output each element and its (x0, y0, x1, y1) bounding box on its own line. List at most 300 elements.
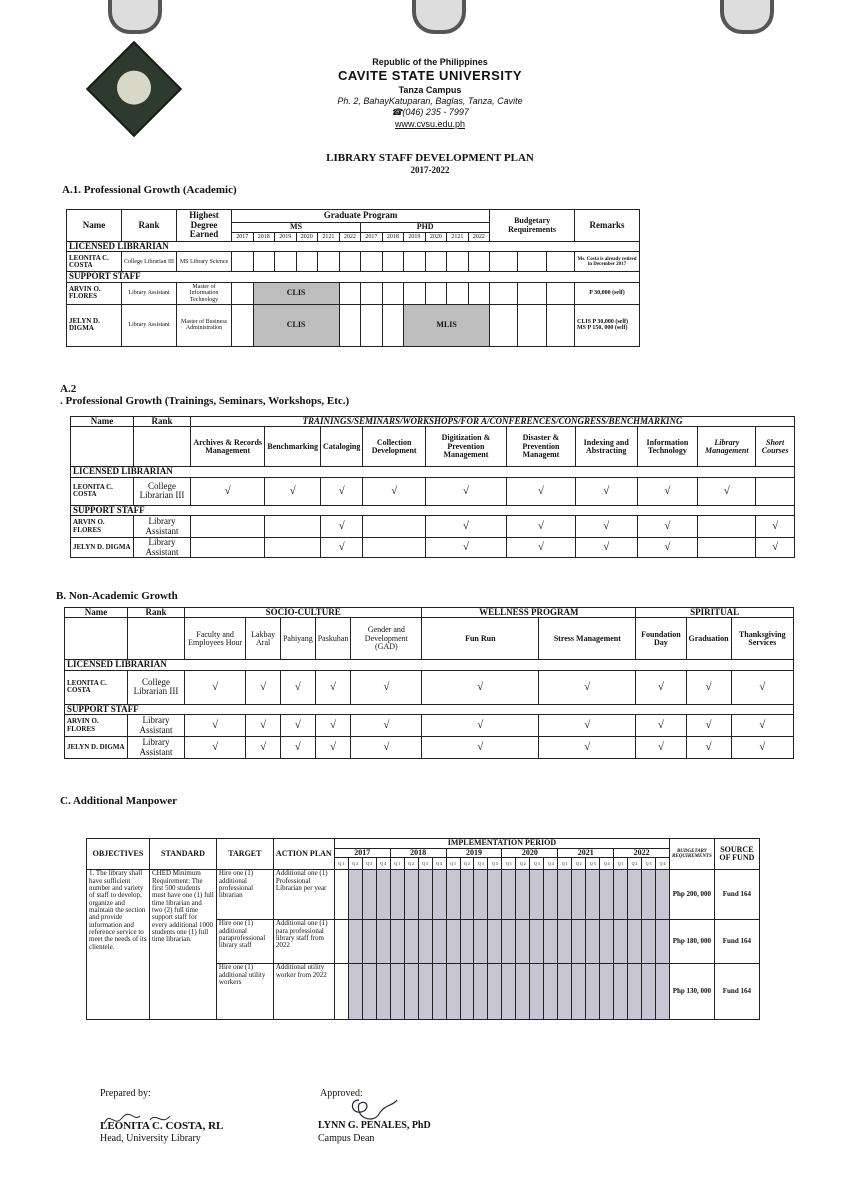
staff-rank: Library Assistant (122, 282, 177, 304)
period-cell (600, 964, 614, 1020)
check-mark: √ (280, 715, 315, 737)
period-cell (488, 964, 502, 1020)
col-header-training: Digitization & Prevention Management (425, 427, 506, 467)
period-quarter: Q 1 (502, 858, 516, 870)
col-header-remarks: Remarks (575, 210, 640, 242)
col-header-name: Name (65, 608, 128, 618)
check-mark: √ (351, 715, 422, 737)
period-year: 2020 (502, 849, 558, 858)
group-support-staff: SUPPORT STAFF (67, 272, 640, 282)
col-header-name: Name (67, 210, 122, 242)
group-licensed-librarian: LICENSED LIBRARIAN (67, 242, 640, 252)
col-header-target: TARGET (216, 839, 273, 870)
period-cell (404, 870, 418, 920)
period-cell (362, 964, 376, 1020)
source-of-fund-value: Fund 164 (714, 964, 759, 1020)
check-mark: √ (637, 477, 698, 505)
staff-name: ARVIN O. FLORES (67, 282, 122, 304)
year-label: 2020 (296, 233, 318, 242)
ms-program: CLIS (253, 304, 339, 346)
table-row (71, 538, 795, 558)
source-of-fund-value: Fund 164 (714, 920, 759, 964)
check-mark: √ (506, 538, 575, 558)
ms-program: CLIS (253, 282, 339, 304)
check-mark: √ (185, 715, 246, 737)
check-mark (363, 516, 426, 538)
period-quarter: Q 4 (432, 858, 446, 870)
staff-remarks: P 30,000 (self) (575, 282, 640, 304)
staff-degree: MS Library Science (177, 252, 232, 272)
staff-rank: College Librarian III (128, 670, 185, 704)
approved-name: LYNN G. PENALES, PhD (318, 1120, 431, 1131)
period-cell (474, 920, 488, 964)
check-mark: √ (425, 538, 506, 558)
period-cell (460, 964, 474, 1020)
check-mark: √ (731, 670, 793, 704)
check-mark: √ (315, 670, 351, 704)
university-logo (86, 41, 182, 137)
period-cell (558, 920, 572, 964)
year-label: 2018 (382, 233, 404, 242)
period-cell (446, 964, 460, 1020)
col-header-ms: MS (232, 223, 361, 233)
col-header-activity: Graduation (686, 618, 731, 660)
period-cell (572, 920, 586, 964)
period-quarter: Q 2 (348, 858, 362, 870)
period-cell (558, 870, 572, 920)
table-a1 (66, 209, 640, 347)
staff-name: LEONITA C. COSTA (67, 252, 122, 272)
check-mark (756, 477, 795, 505)
check-mark: √ (321, 516, 363, 538)
col-header-objectives: OBJECTIVES (87, 839, 150, 870)
col-header-activity: Lakbay Aral (246, 618, 281, 660)
period-year: 2022 (614, 849, 670, 858)
check-mark: √ (575, 538, 637, 558)
col-header-activity: Gender and Development (GAD) (351, 618, 422, 660)
year-label: 2022 (468, 233, 490, 242)
period-cell (376, 964, 390, 1020)
table-b (64, 607, 794, 759)
check-mark: √ (686, 737, 731, 759)
period-cell (614, 920, 628, 964)
check-mark (265, 538, 321, 558)
period-cell (460, 870, 474, 920)
budget-value: Php 200, 000 (670, 870, 715, 920)
check-mark: √ (636, 670, 686, 704)
col-header-activity: Thanksgiving Services (731, 618, 793, 660)
check-mark: √ (363, 477, 426, 505)
prepared-name: LEONITA C. COSTA, RL (100, 1120, 224, 1132)
col-header-training: Information Technology (637, 427, 698, 467)
period-cell (656, 920, 670, 964)
check-mark (363, 538, 426, 558)
table-row (71, 477, 795, 505)
period-quarter: Q 3 (418, 858, 432, 870)
col-header-activity: Stress Management (539, 618, 636, 660)
period-quarter: Q 4 (656, 858, 670, 870)
period-cell (348, 920, 362, 964)
col-header-budget: BUDGETARY REQUIREMENTS (670, 839, 715, 870)
period-cell (516, 920, 530, 964)
period-cell (544, 920, 558, 964)
period-cell (642, 964, 656, 1020)
year-label: 2020 (425, 233, 447, 242)
period-cell (432, 964, 446, 1020)
period-cell (404, 964, 418, 1020)
address: Ph. 2, BahayKatuparan, Baglas, Tanza, Cavite (337, 96, 523, 106)
section-a1-title: A.1. Professional Growth (Academic) (62, 184, 237, 196)
group-licensed-librarian: LICENSED LIBRARIAN (71, 467, 795, 477)
approved-label: Approved: (320, 1088, 363, 1099)
period-cell (446, 870, 460, 920)
period-quarter: Q 2 (460, 858, 474, 870)
action-plan-text: Additional one (1) Professional Librarian per year (273, 870, 334, 920)
republic-line: Republic of the Philippines (372, 57, 488, 67)
year-label: 2019 (275, 233, 297, 242)
period-quarter: Q 4 (600, 858, 614, 870)
staff-name: ARVIN O. FLORES (71, 516, 134, 538)
period-cell (348, 870, 362, 920)
col-header-implementation-period: IMPLEMENTATION PERIOD (334, 839, 669, 849)
col-header-degree: Highest Degree Earned (177, 210, 232, 242)
phd-program: MLIS (404, 304, 490, 346)
period-year: 2019 (446, 849, 502, 858)
col-header-training: Library Management (698, 427, 756, 467)
staff-name: JELYN D. DIGMA (71, 538, 134, 558)
table-row (65, 670, 794, 704)
check-mark: √ (422, 670, 539, 704)
period-cell (348, 964, 362, 1020)
staff-remarks: CLIS P 30,000 (self) MS P 150, 000 (self) (575, 304, 640, 346)
check-mark: √ (686, 715, 731, 737)
period-cell (362, 870, 376, 920)
staff-degree: Master of Information Technology (177, 282, 232, 304)
year-label: 2017 (361, 233, 383, 242)
check-mark: √ (185, 737, 246, 759)
campus-name: Tanza Campus (398, 85, 462, 95)
check-mark: √ (246, 737, 281, 759)
period-cell (642, 920, 656, 964)
period-cell (334, 920, 348, 964)
table-row (65, 737, 794, 759)
check-mark: √ (351, 737, 422, 759)
period-cell (376, 870, 390, 920)
check-mark: √ (506, 477, 575, 505)
table-row (87, 870, 760, 920)
period-cell (362, 920, 376, 964)
check-mark: √ (539, 670, 636, 704)
period-cell (474, 870, 488, 920)
period-cell (432, 870, 446, 920)
binder-clip-icon (720, 0, 774, 34)
period-cell (586, 920, 600, 964)
period-cell (334, 870, 348, 920)
target-text: Hire one (1) additional professional librarian (216, 870, 273, 920)
table-a2 (70, 416, 795, 558)
period-cell (628, 920, 642, 964)
period-cell (656, 870, 670, 920)
year-label: 2121 (318, 233, 340, 242)
period-cell (586, 964, 600, 1020)
check-mark: √ (539, 715, 636, 737)
check-mark: √ (425, 477, 506, 505)
period-cell (488, 870, 502, 920)
staff-rank: Library Assistant (122, 304, 177, 346)
target-text: Hire one (1) additional utility workers (216, 964, 273, 1020)
prepared-title: Head, University Library (100, 1133, 201, 1144)
period-quarter: Q 1 (334, 858, 348, 870)
period-cell (614, 964, 628, 1020)
period-cell (628, 870, 642, 920)
staff-rank: Library Assistant (134, 538, 191, 558)
check-mark: √ (246, 715, 281, 737)
budget-value: Php 180, 000 (670, 920, 715, 964)
period-cell (544, 964, 558, 1020)
col-header-socio-culture: SOCIO-CULTURE (185, 608, 422, 618)
period-cell (516, 964, 530, 1020)
prepared-label: Prepared by: (100, 1088, 151, 1099)
col-header-activity: Fun Run (422, 618, 539, 660)
period-cell (572, 870, 586, 920)
period-quarter: Q 1 (446, 858, 460, 870)
check-mark (265, 516, 321, 538)
staff-rank: Library Assistant (128, 737, 185, 759)
period-year: 2017 (334, 849, 390, 858)
check-mark: √ (425, 516, 506, 538)
period-cell (488, 920, 502, 964)
binder-clip-icon (412, 0, 466, 34)
col-header-training: Collection Development (363, 427, 426, 467)
period-quarter: Q 4 (544, 858, 558, 870)
period-cell (572, 964, 586, 1020)
check-mark: √ (698, 477, 756, 505)
section-b-title: B. Non-Academic Growth (56, 590, 178, 602)
standard-text: CHED Minimum Requirement: The first 500 students must have one (1) full time librarian and two (2) full time support staff for every additional 1000 students one (1) full time librarian. (149, 870, 216, 1020)
period-quarter: Q 2 (572, 858, 586, 870)
col-header-standard: STANDARD (149, 839, 216, 870)
check-mark: √ (637, 538, 698, 558)
period-quarter: Q 1 (390, 858, 404, 870)
period-cell (334, 964, 348, 1020)
check-mark: √ (756, 538, 795, 558)
period-year: 2021 (558, 849, 614, 858)
check-mark: √ (315, 715, 351, 737)
period-cell (642, 870, 656, 920)
budget-value: Php 130, 000 (670, 964, 715, 1020)
objective-text: 1. The library shall have sufficient number and variety of staff to develop, organize and maintain the section and provide information and reference service to meet the needs of its clientele. (87, 870, 150, 1020)
year-label: 2121 (447, 233, 469, 242)
check-mark: √ (191, 477, 265, 505)
year-label: 2022 (339, 233, 361, 242)
year-label: 2018 (253, 233, 275, 242)
document-title: LIBRARY STAFF DEVELOPMENT PLAN (326, 152, 534, 164)
col-header-rank: Rank (128, 608, 185, 618)
check-mark: √ (686, 670, 731, 704)
period-cell (418, 964, 432, 1020)
check-mark: √ (246, 670, 281, 704)
period-cell (586, 870, 600, 920)
col-header-training: Short Courses (756, 427, 795, 467)
period-cell (418, 870, 432, 920)
period-quarter: Q 3 (362, 858, 376, 870)
period-cell (390, 964, 404, 1020)
col-header-training: Disaster & Prevention Managemt (506, 427, 575, 467)
staff-rank: College Librarian III (122, 252, 177, 272)
staff-rank: College Librarian III (134, 477, 191, 505)
section-a2-number: A.2 (60, 383, 77, 395)
target-text: Hire one (1) additional paraprofessional library staff (216, 920, 273, 964)
period-cell (432, 920, 446, 964)
period-quarter: Q 3 (530, 858, 544, 870)
period-cell (530, 920, 544, 964)
staff-remarks: Ms. Costa is already retired in December 2017 (575, 252, 640, 272)
check-mark: √ (321, 538, 363, 558)
period-cell (474, 964, 488, 1020)
period-cell (418, 920, 432, 964)
staff-rank: Library Assistant (134, 516, 191, 538)
period-cell (446, 920, 460, 964)
check-mark: √ (506, 516, 575, 538)
check-mark: √ (280, 670, 315, 704)
check-mark: √ (539, 737, 636, 759)
check-mark: √ (756, 516, 795, 538)
col-header-training: Benchmarking (265, 427, 321, 467)
col-header-activity: Pahiyang (280, 618, 315, 660)
phone: ☎(046) 235 - 7997 (391, 107, 469, 117)
period-year: 2018 (390, 849, 446, 858)
check-mark: √ (636, 737, 686, 759)
university-name: CAVITE STATE UNIVERSITY (337, 68, 523, 83)
period-quarter: Q 3 (642, 858, 656, 870)
check-mark: √ (731, 737, 793, 759)
col-header-training: Cataloging (321, 427, 363, 467)
col-header-activity: Faculty and Employees Hour (185, 618, 246, 660)
period-cell (460, 920, 474, 964)
col-header-training: Indexing and Abstracting (575, 427, 637, 467)
period-quarter: Q 3 (474, 858, 488, 870)
check-mark: √ (265, 477, 321, 505)
table-row (67, 282, 640, 304)
staff-degree: Master of Business Administration (177, 304, 232, 346)
action-plan-text: Additional one (1) para professional library staff from 2022 (273, 920, 334, 964)
period-cell (544, 870, 558, 920)
check-mark: √ (351, 670, 422, 704)
year-label: 2019 (404, 233, 426, 242)
col-header-activity: Paskuhan (315, 618, 351, 660)
period-cell (390, 870, 404, 920)
period-cell (516, 870, 530, 920)
document-years: 2017-2022 (410, 165, 450, 175)
website-link[interactable]: www.cvsu.edu.ph (394, 119, 466, 129)
table-row (67, 252, 640, 272)
col-header-action-plan: ACTION PLAN (273, 839, 334, 870)
staff-name: ARVIN O. FLORES (65, 715, 128, 737)
check-mark: √ (731, 715, 793, 737)
period-quarter: Q 1 (614, 858, 628, 870)
section-c-title: C. Additional Manpower (60, 795, 178, 807)
col-header-rank: Rank (134, 417, 191, 427)
col-header-rank: Rank (122, 210, 177, 242)
group-support-staff: SUPPORT STAFF (71, 505, 795, 515)
period-cell (530, 870, 544, 920)
staff-name: LEONITA C. COSTA (65, 670, 128, 704)
period-cell (530, 964, 544, 1020)
period-cell (558, 964, 572, 1020)
check-mark (191, 538, 265, 558)
period-cell (404, 920, 418, 964)
table-row (71, 516, 795, 538)
col-header-graduate: Graduate Program (232, 210, 490, 223)
period-cell (376, 920, 390, 964)
table-row (67, 304, 640, 346)
check-mark (191, 516, 265, 538)
col-header-name: Name (71, 417, 134, 427)
group-licensed-librarian: LICENSED LIBRARIAN (65, 660, 794, 670)
period-quarter: Q 1 (558, 858, 572, 870)
period-cell (600, 920, 614, 964)
group-support-staff: SUPPORT STAFF (65, 704, 794, 714)
table-row (65, 715, 794, 737)
period-quarter: Q 2 (516, 858, 530, 870)
binder-clip-icon (108, 0, 162, 34)
check-mark: √ (575, 477, 637, 505)
period-cell (614, 870, 628, 920)
col-header-budget: Budgetary Requirements (490, 210, 575, 242)
period-cell (502, 964, 516, 1020)
col-header-trainings: TRAININGS/SEMINARS/WORKSHOPS/FOR A/CONFERENCES/CONGRESS/BENCHMARKING (191, 417, 795, 427)
check-mark: √ (422, 715, 539, 737)
col-header-training: Archives & Records Management (191, 427, 265, 467)
check-mark: √ (280, 737, 315, 759)
check-mark: √ (315, 737, 351, 759)
check-mark: √ (321, 477, 363, 505)
period-quarter: Q 3 (586, 858, 600, 870)
period-quarter: Q 4 (376, 858, 390, 870)
col-header-source-of-fund: SOURCE OF FUND (714, 839, 759, 870)
col-header-wellness: WELLNESS PROGRAM (422, 608, 636, 618)
col-header-spiritual: SPIRITUAL (636, 608, 794, 618)
approved-title: Campus Dean (318, 1133, 375, 1144)
staff-rank: Library Assistant (128, 715, 185, 737)
year-label: 2017 (232, 233, 254, 242)
source-of-fund-value: Fund 164 (714, 870, 759, 920)
check-mark (698, 516, 756, 538)
check-mark: √ (637, 516, 698, 538)
period-quarter: Q 2 (628, 858, 642, 870)
action-plan-text: Additional utility worker from 2022 (273, 964, 334, 1020)
period-cell (600, 870, 614, 920)
staff-name: JELYN D. DIGMA (67, 304, 122, 346)
check-mark: √ (422, 737, 539, 759)
check-mark (698, 538, 756, 558)
check-mark: √ (575, 516, 637, 538)
period-cell (628, 964, 642, 1020)
period-cell (656, 964, 670, 1020)
staff-name: LEONITA C. COSTA (71, 477, 134, 505)
period-quarter: Q 4 (488, 858, 502, 870)
section-a2-title: . Professional Growth (Trainings, Seminars, Workshops, Etc.) (60, 395, 350, 407)
period-cell (390, 920, 404, 964)
check-mark: √ (185, 670, 246, 704)
col-header-activity: Foundation Day (636, 618, 686, 660)
period-cell (502, 870, 516, 920)
col-header-phd: PHD (361, 223, 490, 233)
check-mark: √ (636, 715, 686, 737)
period-cell (502, 920, 516, 964)
table-c (86, 838, 760, 1020)
period-quarter: Q 2 (404, 858, 418, 870)
